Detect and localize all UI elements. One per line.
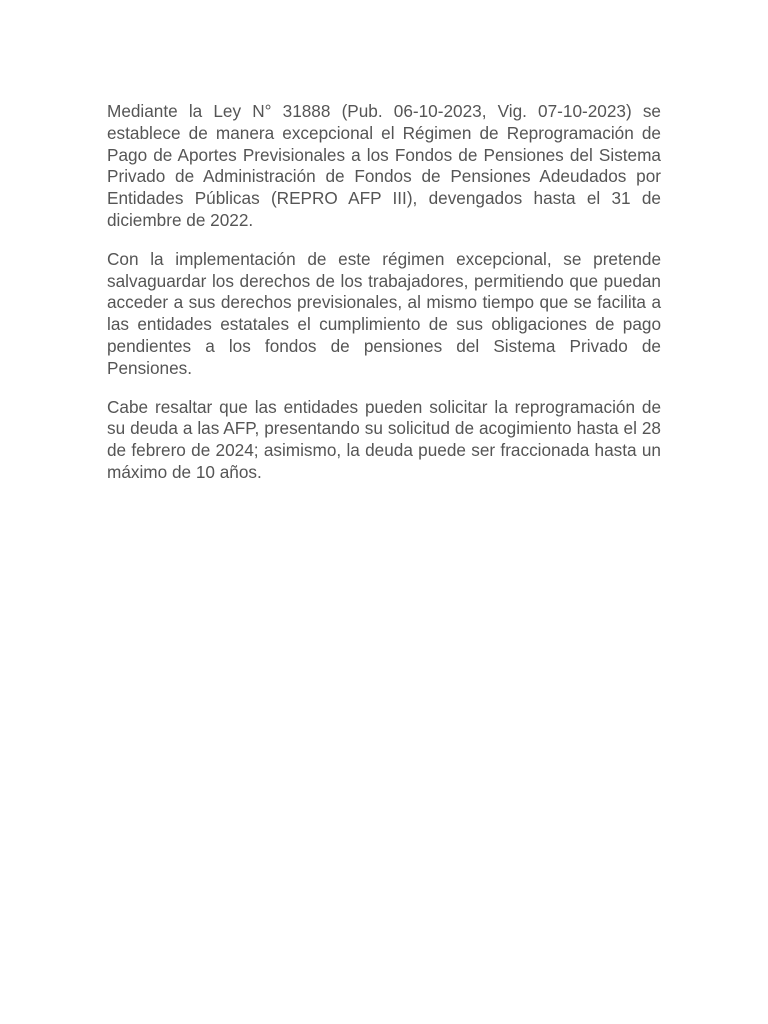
paragraph-ley-31888: Mediante la Ley N° 31888 (Pub. 06-10-2023, Vig. 07-10-2023) se establece de manera excepcional el Régimen de Reprogramación de Pago de Aportes Previsionales a los Fondos de Pensiones del Sistema Privado de Administración de Fondos de Pensiones Adeudados por Entidades Públicas (REPRO AFP III), devengados hasta el 31 de diciembre de 2022. xyxy=(107,101,661,230)
paragraph-plazo-solicitud: Cabe resaltar que las entidades pueden solicitar la reprogramación de su deuda a las AFP, presentando su solicitud de acogimiento hasta el 28 de febrero de 2024; asimismo, la deuda puede ser fraccionada hasta un máximo de 10 años. xyxy=(107,396,661,482)
paragraph-implementacion: Con la implementación de este régimen excepcional, se pretende salvaguardar los derechos de los trabajadores, permitiendo que puedan acceder a sus derechos previsionales, al mismo tiempo que se facilita a las entidades estatales el cumplimiento de sus obligaciones de pago pendientes a los fondos de pensiones del Sistema Privado de Pensiones. xyxy=(107,248,661,378)
document-body xyxy=(107,101,661,501)
